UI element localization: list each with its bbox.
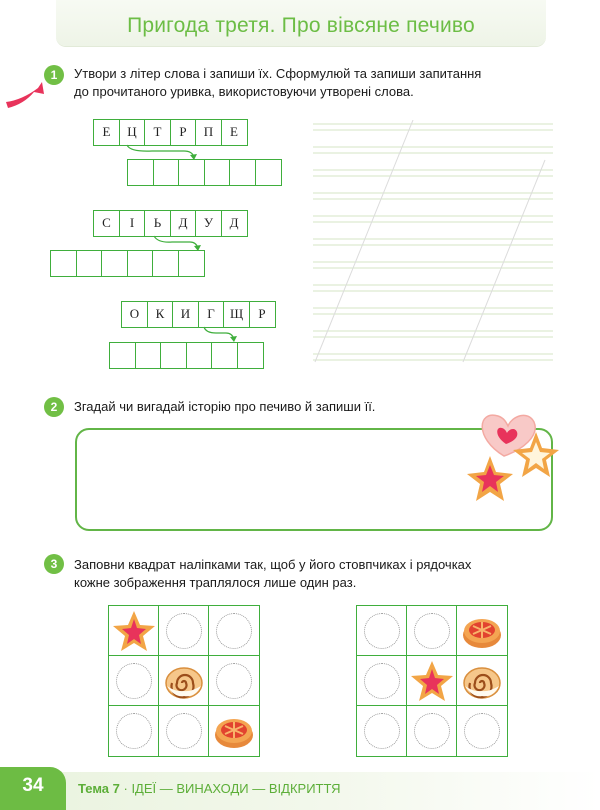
answer-cell[interactable]: [50, 250, 77, 277]
task-3-instruction-line2: кожне зображення траплялося лише один раз.: [74, 575, 357, 590]
task-number-1: 1: [44, 65, 64, 85]
answer-cell[interactable]: [152, 250, 179, 277]
letter-cell: Е: [221, 119, 248, 146]
footer-theme: ІДЕЇ — ВИНАХОДИ — ВІДКРИТТЯ: [131, 781, 341, 796]
task-1-instruction-line2: до прочитаного уривка, використовуючи утворені слова.: [74, 84, 414, 99]
task-2-instruction: Згадай чи вигадай історію про печиво й запиши її.: [74, 399, 376, 414]
letter-cell: П: [195, 119, 222, 146]
cookie-sticker-icon: [211, 708, 257, 754]
cookies-decoration-icon: [464, 408, 564, 508]
sticker-slot[interactable]: [364, 613, 400, 649]
grid-cell[interactable]: [108, 655, 160, 707]
answer-cell[interactable]: [127, 250, 154, 277]
page-title: Пригода третя. Про вівсяне печиво: [127, 14, 475, 37]
footer-topic: [78, 781, 341, 796]
star-sticker-icon: [111, 608, 157, 654]
answer-cell[interactable]: [127, 159, 154, 186]
answer-cell[interactable]: [160, 342, 187, 369]
answer-cell[interactable]: [237, 342, 264, 369]
letter-cell: Щ: [223, 301, 250, 328]
roll-sticker-icon: [161, 658, 207, 704]
answer-cell[interactable]: [76, 250, 103, 277]
roll-sticker-icon: [459, 658, 505, 704]
letter-row-3: [121, 301, 276, 328]
task-1-instruction-line1: Утвори з літер слова і запиши їх. Сформулюй та запиши запитання: [74, 66, 482, 81]
letter-cell: Г: [198, 301, 225, 328]
letter-row-2: [93, 210, 248, 237]
sticker-slot[interactable]: [364, 713, 400, 749]
grid-cell[interactable]: [208, 605, 260, 657]
sticker-slot[interactable]: [464, 713, 500, 749]
writing-lines[interactable]: [313, 120, 553, 365]
grid-cell[interactable]: [456, 705, 508, 757]
sticker-slot[interactable]: [216, 663, 252, 699]
letter-cell: К: [147, 301, 174, 328]
answer-cell[interactable]: [186, 342, 213, 369]
answer-cell[interactable]: [135, 342, 162, 369]
letter-cell: Р: [170, 119, 197, 146]
sticker-slot[interactable]: [116, 713, 152, 749]
grid-cell[interactable]: [406, 705, 458, 757]
cookie-sticker-icon: [459, 608, 505, 654]
grid-cell[interactable]: [356, 655, 408, 707]
grid-cell[interactable]: [108, 605, 160, 657]
letter-cell: Д: [221, 210, 248, 237]
grid-cell[interactable]: [406, 605, 458, 657]
page-number: 34: [22, 775, 44, 796]
answer-cell[interactable]: [178, 250, 205, 277]
answer-row-1: [127, 159, 282, 186]
letter-cell: Ь: [144, 210, 171, 237]
grid-cell[interactable]: [356, 605, 408, 657]
letter-cell: У: [195, 210, 222, 237]
grid-cell[interactable]: [356, 705, 408, 757]
answer-cell[interactable]: [229, 159, 256, 186]
sticker-slot[interactable]: [166, 613, 202, 649]
task-number-2: 2: [44, 397, 64, 417]
sticker-slot[interactable]: [364, 663, 400, 699]
answer-cell[interactable]: [211, 342, 238, 369]
sticker-grid-left: [108, 605, 260, 757]
answer-cell[interactable]: [255, 159, 282, 186]
task-3-instruction-line1: Заповни квадрат наліпками так, щоб у його стовпчиках і рядочках: [74, 557, 472, 572]
sticker-slot[interactable]: [414, 613, 450, 649]
star-sticker-icon: [409, 658, 455, 704]
grid-cell[interactable]: [108, 705, 160, 757]
grid-cell[interactable]: [158, 705, 210, 757]
grid-cell[interactable]: [158, 605, 210, 657]
letter-cell: Д: [170, 210, 197, 237]
footer-topic-number: Тема 7: [78, 781, 120, 796]
letter-cell: Р: [249, 301, 276, 328]
letter-cell: С: [93, 210, 120, 237]
page-header: [56, 0, 546, 46]
answer-row-2: [50, 250, 205, 277]
answer-row-3: [109, 342, 264, 369]
grid-cell[interactable]: [208, 705, 260, 757]
sticker-slot[interactable]: [166, 713, 202, 749]
answer-cell[interactable]: [153, 159, 180, 186]
letter-cell: І: [119, 210, 146, 237]
grid-cell[interactable]: [208, 655, 260, 707]
grid-cell[interactable]: [456, 655, 508, 707]
sticker-slot[interactable]: [116, 663, 152, 699]
answer-cell[interactable]: [178, 159, 205, 186]
answer-cell[interactable]: [109, 342, 136, 369]
grid-cell[interactable]: [158, 655, 210, 707]
sticker-slot[interactable]: [216, 613, 252, 649]
grid-cell[interactable]: [406, 655, 458, 707]
letter-cell: О: [121, 301, 148, 328]
grid-cell[interactable]: [456, 605, 508, 657]
task-number-3: 3: [44, 554, 64, 574]
letter-cell: И: [172, 301, 199, 328]
letter-cell: Е: [93, 119, 120, 146]
footer-separator: ·: [119, 781, 132, 796]
sticker-grid-right: [356, 605, 508, 757]
letter-row-1: [93, 119, 248, 146]
answer-cell[interactable]: [204, 159, 231, 186]
pointer-arrow-icon: [4, 80, 48, 112]
letter-cell: Ц: [119, 119, 146, 146]
answer-cell[interactable]: [101, 250, 128, 277]
sticker-slot[interactable]: [414, 713, 450, 749]
letter-cell: Т: [144, 119, 171, 146]
